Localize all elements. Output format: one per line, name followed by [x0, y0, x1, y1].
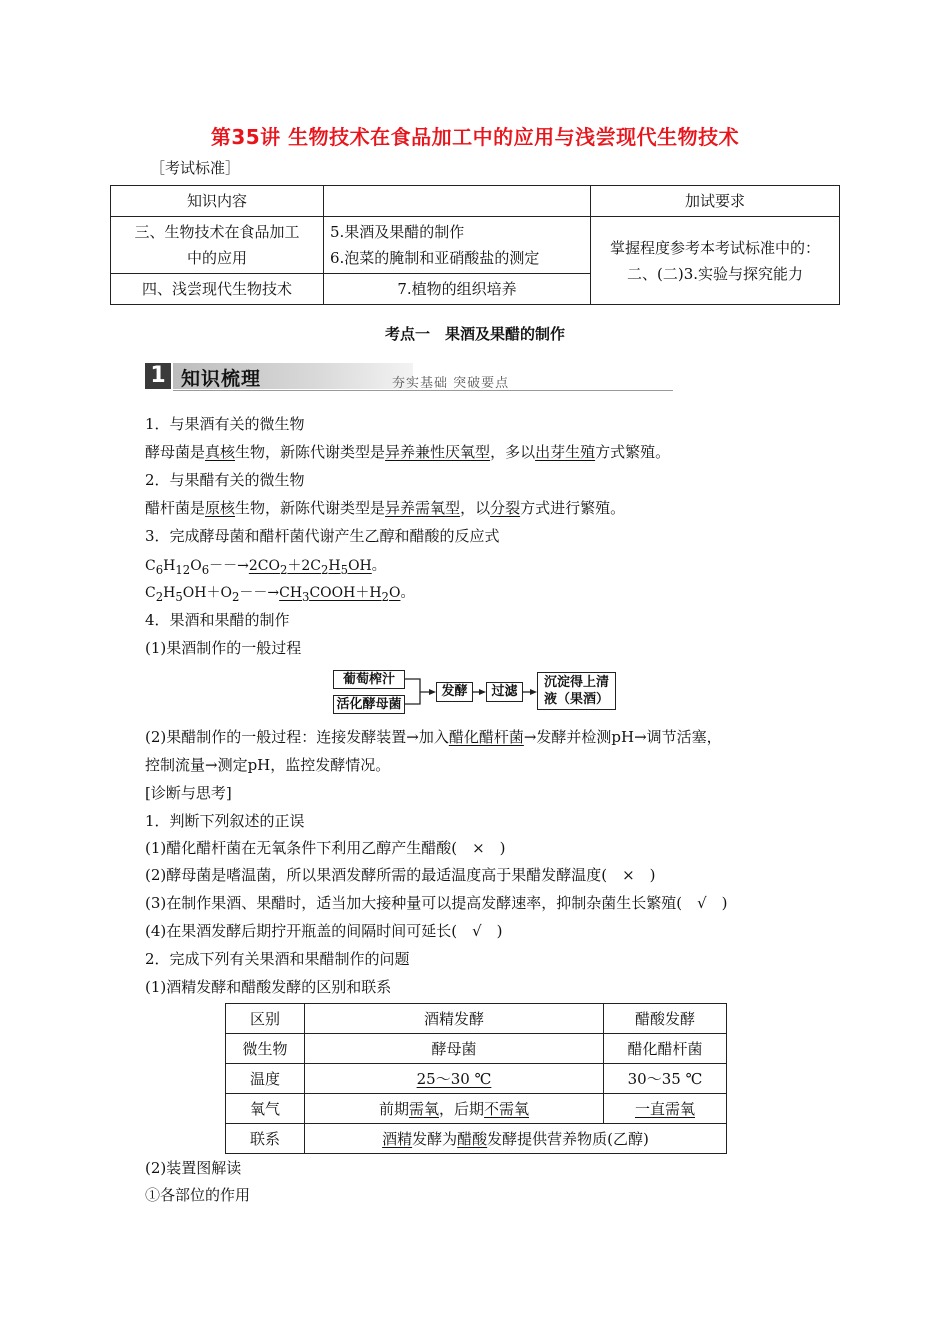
table-header: 酒精发酵: [305, 1004, 604, 1034]
answer: 异养需氧型: [385, 499, 461, 517]
answer: 异养兼性厌氧型: [385, 443, 491, 461]
arrow-head-icon: [530, 689, 537, 695]
text: →发酵并检测pH→调节活塞，: [523, 728, 722, 746]
question-heading: 1．判断下列叙述的正误: [145, 812, 305, 830]
answer: 酒精: [382, 1130, 413, 1148]
text: 方式进行繁殖。: [520, 499, 626, 517]
answer: 需氧: [408, 1100, 439, 1118]
standards-label: ［考试标准］: [150, 159, 241, 177]
text: ，以: [460, 499, 491, 517]
table-header: 区别: [226, 1004, 305, 1034]
question-item: (1)醋化醋杆菌在无氧条件下利用乙醇产生醋酸( × ): [145, 839, 506, 857]
text: ，后期: [439, 1100, 485, 1118]
question-item: (3)在制作果酒、果醋时，适当加大接种量可以提高发酵速率，抑制杂菌生长繁殖( √ ): [145, 894, 728, 912]
input-box-yeast: 活化酵母菌: [333, 695, 405, 714]
table-cell: 联系: [226, 1124, 305, 1154]
answer: 分裂: [490, 499, 521, 517]
answer: 25～30 ℃: [416, 1070, 492, 1088]
answer: 真核: [205, 443, 236, 461]
table-row: [226, 1064, 727, 1094]
equation-acetic: $C_2H_5OH+O_2--\to CH_3COOH+H_2O$。: [145, 585, 415, 604]
answer: 一直需氧: [634, 1100, 695, 1118]
table-row: [226, 1094, 727, 1124]
diagnosis-label: [诊断与思考]: [145, 784, 232, 802]
table-header: 知识内容: [111, 186, 324, 217]
subheading: (1)酒精发酵和醋酸发酵的区别和联系: [145, 978, 392, 996]
table-cell: 微生物: [226, 1034, 305, 1064]
table-cell: 四、浅尝现代生物技术: [111, 274, 324, 305]
equation-fermentation: $C_6H_{12}O_6--\to 2CO_2+2C_2H_5OH$。: [145, 558, 386, 577]
table-cell: [305, 1064, 604, 1094]
requirement-line: 二、(二)3.实验与探究能力: [626, 264, 804, 283]
input-box-grape-juice: 葡萄榨汁: [333, 670, 405, 689]
question-heading: 2．完成下列有关果酒和果醋制作的问题: [145, 950, 410, 968]
text: ，多以: [490, 443, 536, 461]
banner-subtitle: 夯实基础 突破要点: [392, 376, 510, 391]
section-title: 考点一 果酒及果醋的制作: [384, 325, 565, 343]
answer: 醋酸: [457, 1130, 488, 1148]
paragraph: [145, 726, 722, 747]
text: 前期: [378, 1100, 409, 1118]
result-line: 液（果酒）: [543, 692, 609, 707]
arrow-head-icon: [479, 689, 486, 695]
table-header: 醋酸发酵: [604, 1004, 727, 1034]
comparison-table: [225, 1003, 727, 1154]
text: 生物，新陈代谢类型是: [235, 499, 386, 517]
join-arrow-line: [405, 679, 432, 704]
table-cell: 温度: [226, 1064, 305, 1094]
text: 醋杆菌是: [145, 499, 206, 517]
answer: 原核: [205, 499, 236, 517]
banner-number: 1: [145, 363, 171, 389]
step-box-ferment: 发酵: [436, 682, 473, 702]
question-item: (4)在果酒发酵后期拧开瓶盖的间隔时间可延长( √ ): [145, 922, 503, 940]
item-line: 6.泡菜的腌制和亚硝酸盐的测定: [330, 249, 540, 267]
text: 生物，新陈代谢类型是: [235, 443, 386, 461]
question-item: (2)酵母菌是嗜温菌，所以果酒发酵所需的最适温度高于果醋发酵温度( × ): [145, 866, 656, 884]
step-box-filter: 过滤: [486, 682, 523, 702]
topic-line: 中的应用: [186, 249, 247, 267]
topic-line: 三、生物技术在食品加工: [134, 223, 300, 241]
item-line: 5.果酒及果醋的制作: [330, 223, 465, 241]
requirement-line: 掌握程度参考本考试标准中的：: [609, 238, 820, 257]
subheading: (2)装置图解读: [145, 1159, 242, 1177]
answer: 不需氧: [484, 1100, 530, 1118]
table-row: [226, 1034, 727, 1064]
text: 发酵为: [412, 1130, 458, 1148]
table-cell: [604, 1094, 727, 1124]
subheading: ①各部位的作用: [145, 1186, 251, 1204]
arrow-head-icon: [429, 689, 436, 695]
subheading: (1)果酒制作的一般过程: [145, 639, 302, 657]
table-cell: 醋化醋杆菌: [604, 1034, 727, 1064]
text: 方式繁殖。: [595, 443, 671, 461]
text: 发酵提供营养物质(乙醇): [487, 1130, 649, 1148]
text: (2)果醋制作的一般过程：连接发酵装置→加入: [145, 728, 449, 746]
answer: 醋化醋杆菌: [448, 728, 524, 746]
paragraph: 控制流量→测定pH，监控发酵情况。: [145, 756, 391, 774]
answer: 出芽生殖: [535, 443, 596, 461]
table-cell: 酵母菌: [305, 1034, 604, 1064]
text: 酵母菌是: [145, 443, 206, 461]
table-cell: 7.植物的组织培养: [324, 274, 591, 305]
banner-title: 知识梳理: [181, 368, 262, 390]
heading: 1．与果酒有关的微生物: [145, 415, 305, 433]
table-cell: [305, 1124, 727, 1154]
table-cell: 30～35 ℃: [604, 1064, 727, 1094]
heading: 3．完成酵母菌和醋杆菌代谢产生乙醇和醋酸的反应式: [145, 527, 500, 545]
heading: 4．果酒和果醋的制作: [145, 611, 290, 629]
table-cell: 氧气: [226, 1094, 305, 1124]
table-row: [226, 1004, 727, 1034]
table-row: [226, 1124, 727, 1154]
table-cell: [305, 1094, 604, 1124]
table-header: 加试要求: [591, 186, 840, 217]
page-title: 第35讲 生物技术在食品加工中的应用与浅尝现代生物技术: [210, 125, 740, 149]
heading: 2．与果醋有关的微生物: [145, 471, 305, 489]
result-line: 沉淀得上清: [543, 675, 609, 690]
